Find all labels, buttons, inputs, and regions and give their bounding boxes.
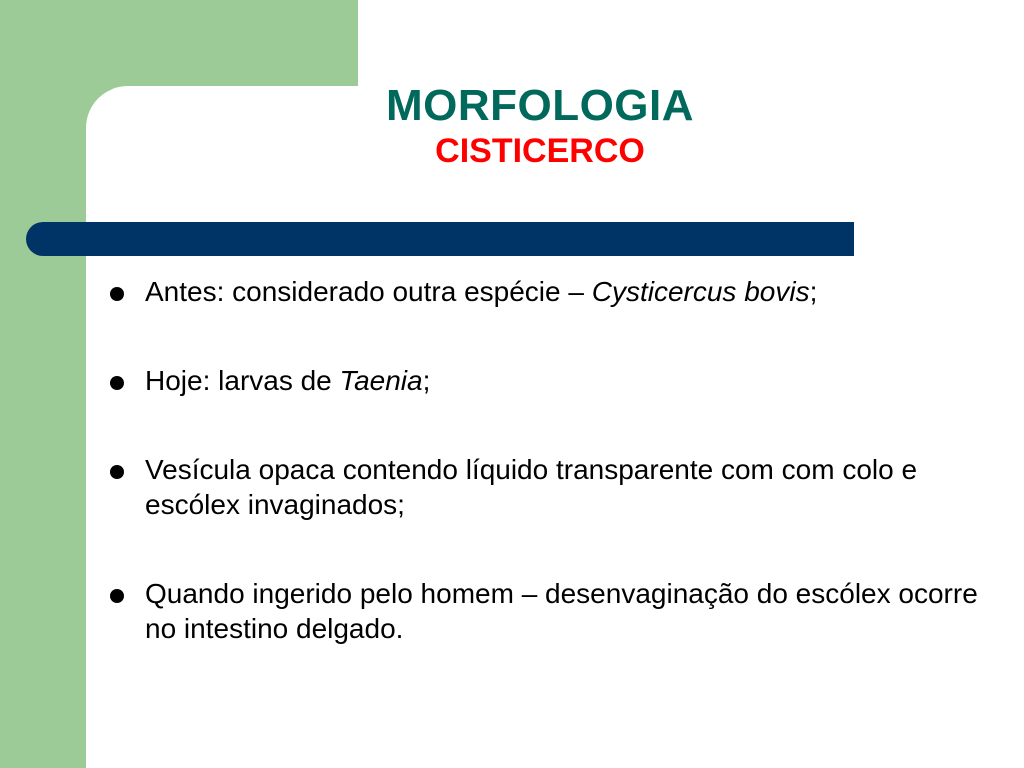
bullet-list — [106, 274, 1006, 700]
bullet-text-end: ; — [422, 365, 431, 396]
bullet-item — [106, 452, 1006, 522]
bullet-item — [106, 274, 1006, 309]
bullet-dot-icon — [110, 287, 124, 301]
bullet-item — [106, 576, 1006, 646]
slide-title: MORFOLOGIA — [385, 81, 695, 130]
bullet-text: Antes: considerado outra espécie – — [145, 276, 592, 307]
title-block — [300, 80, 780, 170]
bullet-text: Quando ingerido pelo homem – desenvaginação do escólex ocorre no intestino delgado. — [145, 578, 978, 644]
title-divider-bar — [26, 222, 854, 256]
bullet-text: Vesícula opaca contendo líquido transparente com com colo e escólex invaginados; — [145, 454, 918, 520]
bullet-dot-icon — [110, 376, 124, 390]
bullet-text-end: ; — [809, 276, 818, 307]
bullet-dot-icon — [110, 589, 124, 603]
bullet-italic-term: Taenia — [339, 365, 423, 396]
bullet-text: Hoje: larvas de — [145, 365, 340, 396]
bullet-dot-icon — [110, 465, 124, 479]
slide-subtitle: CISTICERCO — [435, 132, 645, 170]
bullet-item — [106, 363, 1006, 398]
bullet-italic-term: Cysticercus bovis — [591, 276, 810, 307]
